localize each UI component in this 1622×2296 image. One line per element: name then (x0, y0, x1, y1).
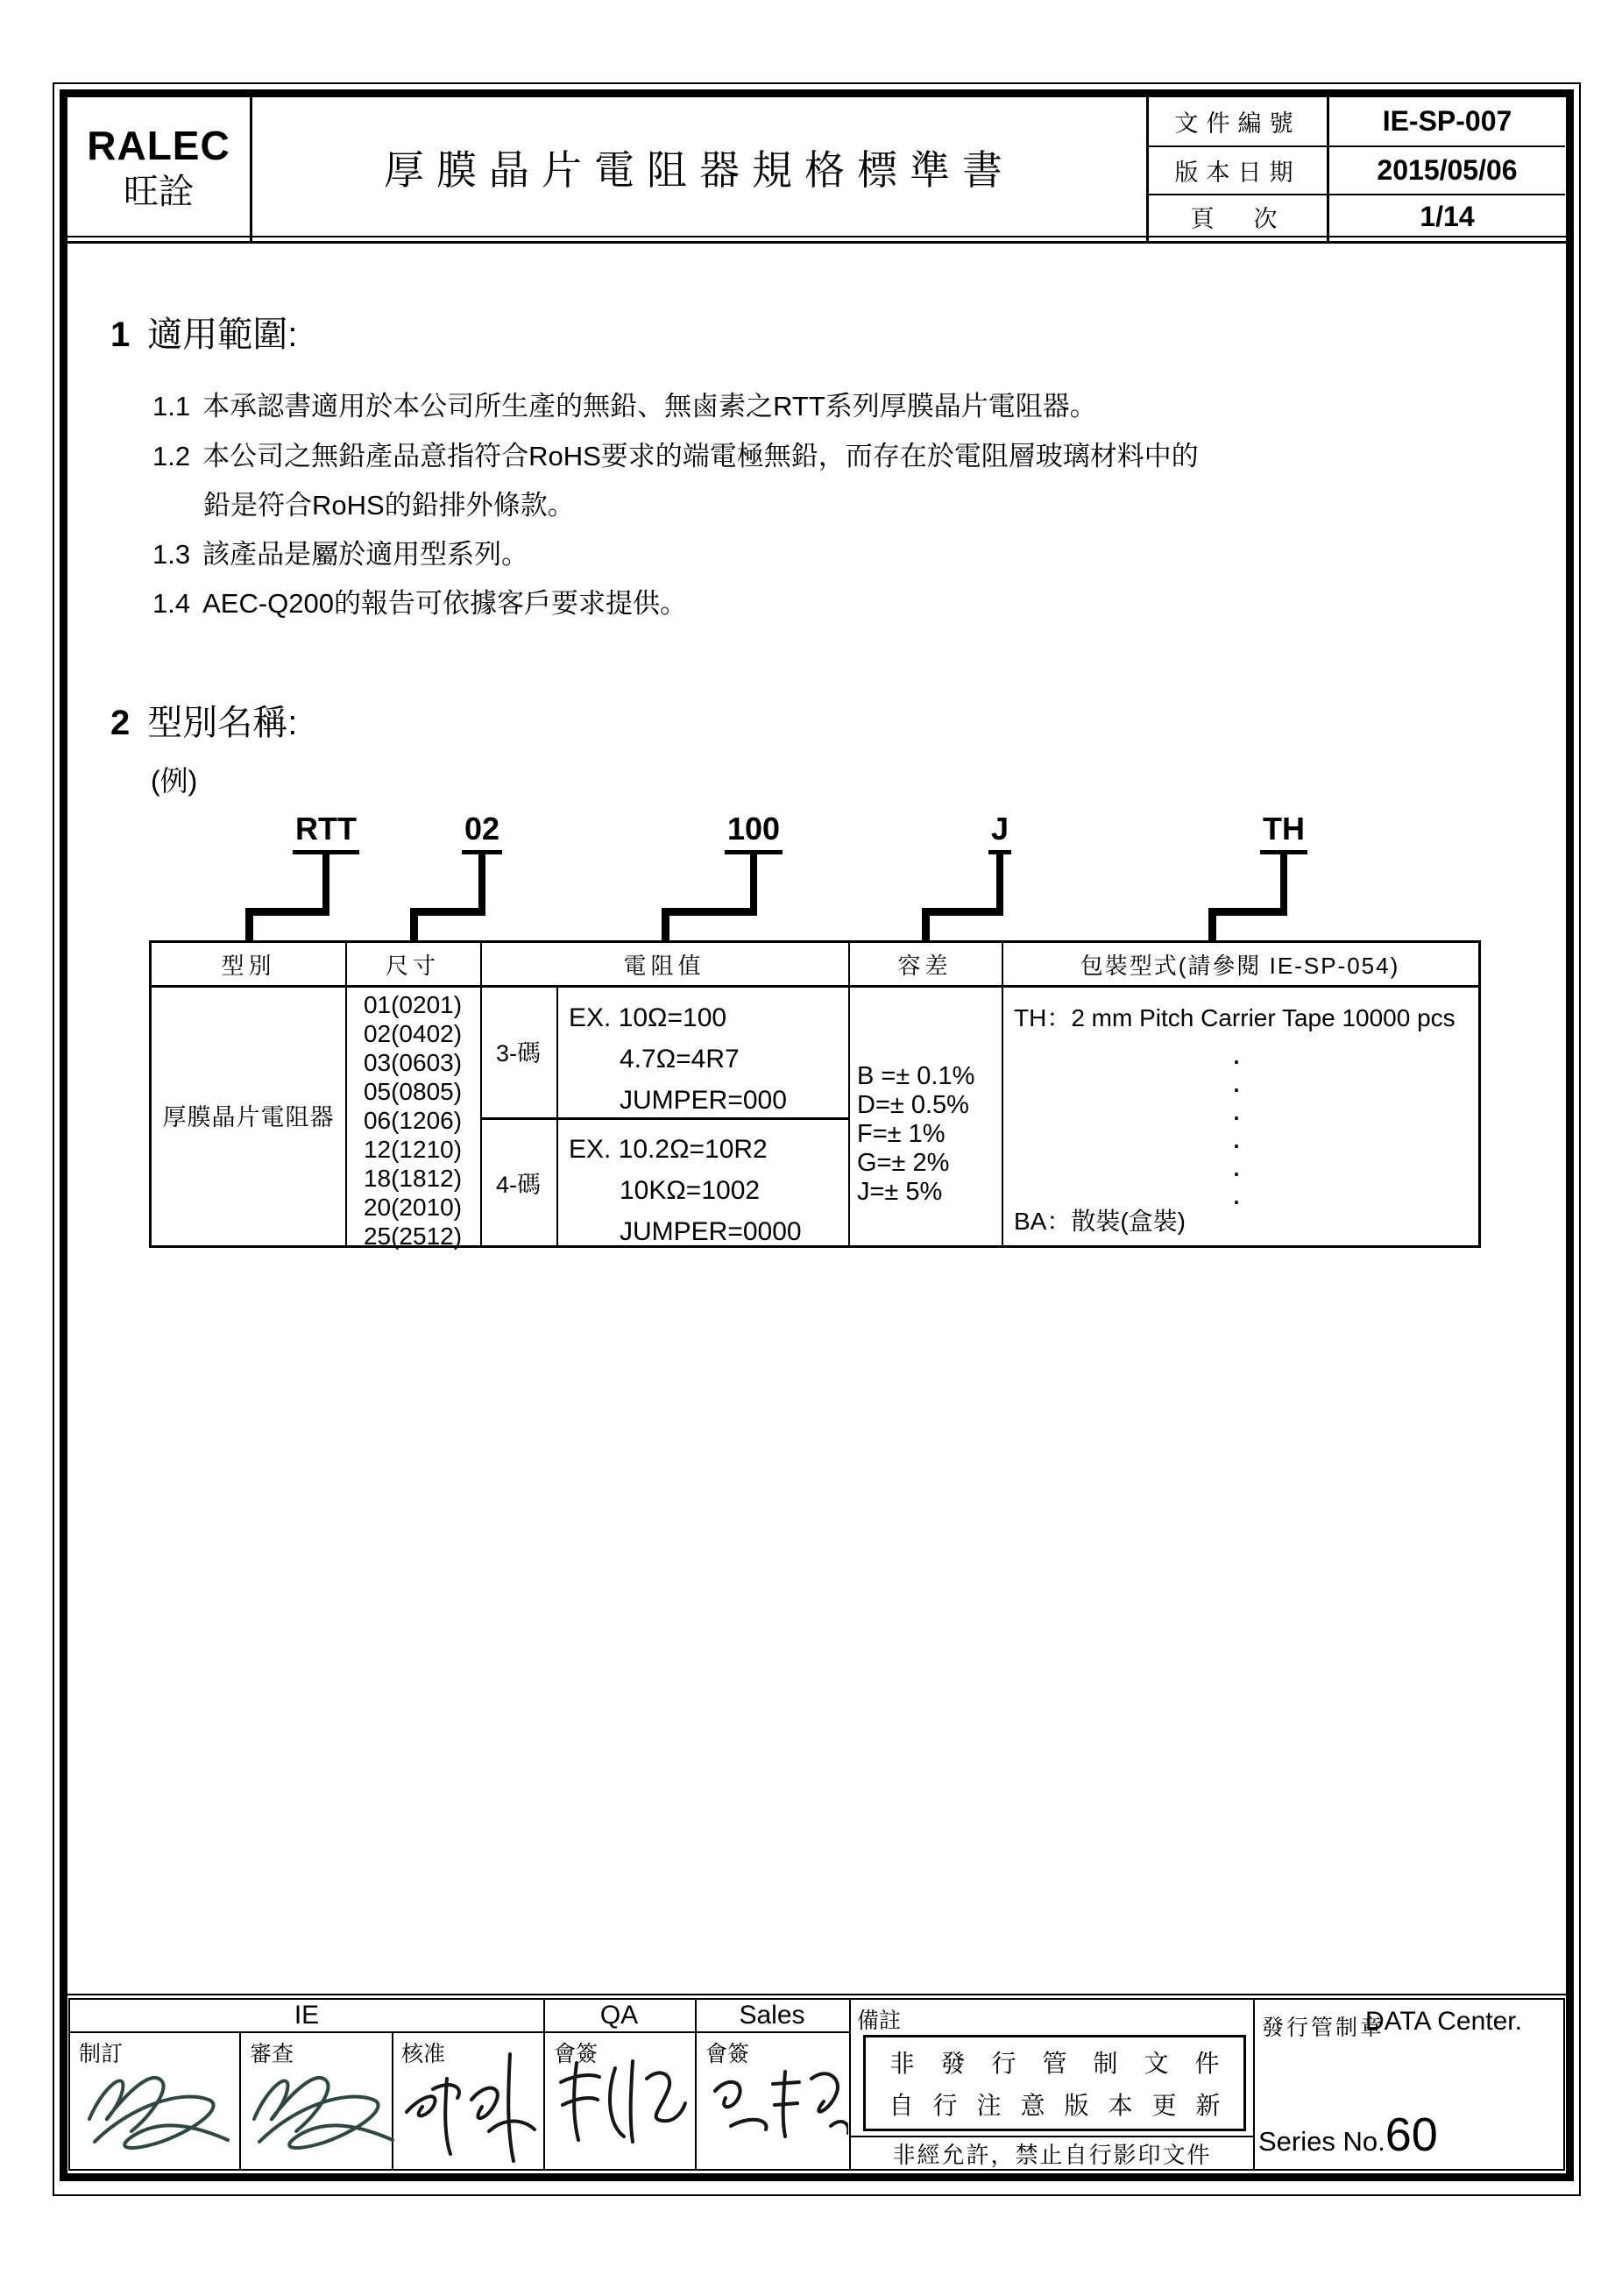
connector-packaging-v1 (1280, 852, 1287, 916)
part-code-series: RTT (293, 811, 359, 854)
qa-countersign-label: 會簽 (554, 2042, 599, 2066)
clause-1-3 (152, 532, 528, 571)
doc-number-value: IE-SP-007 (1382, 105, 1512, 137)
connector-series-elbow (245, 908, 329, 916)
model-cell: 厚膜晶片電阻器 (162, 1104, 335, 1130)
resistance-4code-examples (569, 1129, 848, 1252)
resistance-example-line: JUMPER=000 (620, 1086, 787, 1115)
draft-label: 制訂 (79, 2042, 124, 2066)
notes-box-line2: 自行注意版本更新 (889, 2092, 1240, 2119)
table-header-line (152, 985, 1478, 988)
connector-resistance-v2 (662, 916, 669, 942)
section-2-number: 2 (110, 704, 131, 742)
review-label: 審查 (250, 2042, 294, 2066)
issue-stamp-value: DATA Center. (1365, 2007, 1522, 2036)
footer-col-line-a (239, 2031, 241, 2169)
clause-1-1-number: 1.1 (152, 391, 191, 422)
company-name: RALEC (87, 123, 230, 168)
notes-label: 備註 (857, 2009, 902, 2033)
section-1-heading (110, 307, 297, 357)
clause-1-2 (152, 434, 1199, 473)
connector-series-v2 (245, 916, 253, 942)
clause-1-4 (152, 581, 687, 620)
page-number-value: 1/14 (1420, 200, 1475, 232)
example-label: (例) (151, 765, 198, 797)
dept-qa-header: QA (599, 2001, 639, 2030)
draft-signature (77, 2051, 235, 2163)
table-col-line-3 (556, 985, 558, 1245)
clause-1-2-text: 本公司之無鉛產品意指符合RoHS要求的端電極無鉛，而存在於電阻層玻璃材料中的 (202, 441, 1199, 471)
footer-col-line-e (849, 2000, 851, 2169)
dept-sales-header: Sales (739, 2001, 805, 2030)
connector-size-elbow (410, 908, 485, 916)
column-header-resistance: 電阻值 (623, 952, 705, 979)
qa-signature (550, 2038, 691, 2166)
page-number-label: 頁 次 (1190, 205, 1286, 232)
resistance-4code-label: 4-碼 (495, 1172, 541, 1198)
series-number-value: 60 (1385, 2108, 1438, 2161)
resistance-3code-examples (569, 997, 848, 1121)
size-list: 01(0201) 02(0402) 03(0603) 05(0805) 06(1206) 12(1210) 18(1812) 20(2010) 25(2512) (363, 991, 463, 1250)
clause-1-4-text: AEC-Q200的報告可依據客戶要求提供。 (202, 588, 688, 619)
section-2-title: 型別名稱: (147, 704, 298, 742)
clause-1-1-text: 本承認書適用於本公司所生產的無鉛、無鹵素之RTT系列厚膜晶片電阻器。 (202, 391, 1097, 422)
series-number (1258, 2108, 1438, 2161)
resistance-3code-label: 3-碼 (495, 1040, 541, 1067)
sales-signature (699, 2044, 848, 2165)
section-1-title: 適用範圍: (147, 315, 298, 354)
company-name-chinese: 旺詮 (124, 173, 194, 211)
connector-packaging-elbow (1208, 908, 1287, 916)
clause-1-1 (152, 384, 1097, 423)
review-signature (242, 2051, 400, 2163)
section-2-heading (110, 695, 297, 745)
connector-resistance-elbow (662, 908, 757, 916)
resistance-example-line: JUMPER=0000 (620, 1217, 802, 1246)
part-code-packaging: TH (1260, 811, 1307, 854)
packaging-ellipsis-dots: · · · · · · (1231, 1042, 1242, 1218)
tolerance-list: B =± 0.1% D=± 0.5% F=± 1% G=± 2% J=± 5% (857, 1062, 975, 1206)
resistance-example-line: EX. 10.2Ω=10R2 (569, 1135, 768, 1164)
connector-tolerance-v1 (996, 852, 1003, 916)
document-title: 厚膜晶片電阻器規格標準書 (384, 147, 1015, 193)
version-date-value: 2015/05/06 (1377, 154, 1518, 186)
series-number-label: Series No. (1258, 2126, 1385, 2157)
company-logo (67, 97, 250, 237)
footer-top-thin-line (67, 1994, 1566, 1995)
table-col-line-5 (1002, 943, 1003, 1245)
part-number-table (149, 940, 1481, 1248)
notes-bottom-text: 非經允許，禁止自行影印文件 (892, 2141, 1212, 2168)
resistance-example-line: 10KΩ=1002 (620, 1176, 761, 1205)
connector-size-v1 (478, 852, 485, 916)
clause-1-2-text2: 鉛是符合RoHS的鉛排外條款。 (203, 490, 575, 521)
doc-number-label: 文件編號 (1174, 110, 1301, 137)
header-bottom-line-thin (67, 236, 1566, 237)
approve-label: 核准 (401, 2042, 446, 2066)
footer-row-line (70, 2031, 849, 2033)
resistance-example-line: 4.7Ω=4R7 (620, 1045, 740, 1074)
notes-box-line1: 非發行管制文件 (889, 2050, 1246, 2077)
dept-ie-header: IE (294, 2001, 320, 2030)
sales-countersign-label: 會簽 (705, 2042, 750, 2066)
notes-box (863, 2035, 1246, 2131)
clause-1-3-text: 該產品是屬於適用型系列。 (202, 539, 529, 570)
connector-size-v2 (410, 916, 418, 942)
connector-tolerance-elbow (922, 908, 1003, 916)
table-col-line-4 (848, 943, 850, 1245)
connector-packaging-v2 (1208, 916, 1216, 942)
connector-series-v1 (322, 852, 329, 916)
resistance-example-line: EX. 10Ω=100 (569, 1003, 727, 1032)
part-code-tolerance: J (988, 811, 1011, 854)
connector-resistance-v1 (750, 852, 757, 916)
column-header-size: 尺寸 (385, 952, 440, 979)
footer-col-line-f (1253, 2000, 1255, 2169)
clause-1-2-number: 1.2 (152, 441, 191, 471)
clause-1-4-number: 1.4 (152, 588, 191, 619)
section-1-number: 1 (110, 315, 131, 354)
packaging-bulk-line: BA：散裝(盒裝) (1014, 1208, 1186, 1235)
column-header-tolerance: 容差 (897, 952, 953, 979)
issue-stamp-label: 發行管制章 (1262, 2016, 1385, 2040)
approve-signature (396, 2042, 541, 2166)
clause-1-2-continued (203, 483, 575, 522)
column-header-model: 型別 (221, 952, 276, 979)
clause-1-3-number: 1.3 (152, 539, 191, 570)
approval-footer-table (68, 1998, 1565, 2171)
part-code-resistance: 100 (725, 811, 783, 854)
packaging-tape-line: TH：2 mm Pitch Carrier Tape 10000 pcs (1014, 1004, 1456, 1031)
header-bottom-line-thick (67, 241, 1566, 244)
part-code-size: 02 (462, 811, 502, 854)
connector-tolerance-v2 (922, 916, 930, 942)
column-header-packaging: 包裝型式(請參閱 IE-SP-054) (1080, 952, 1400, 979)
version-date-label: 版本日期 (1174, 159, 1301, 186)
